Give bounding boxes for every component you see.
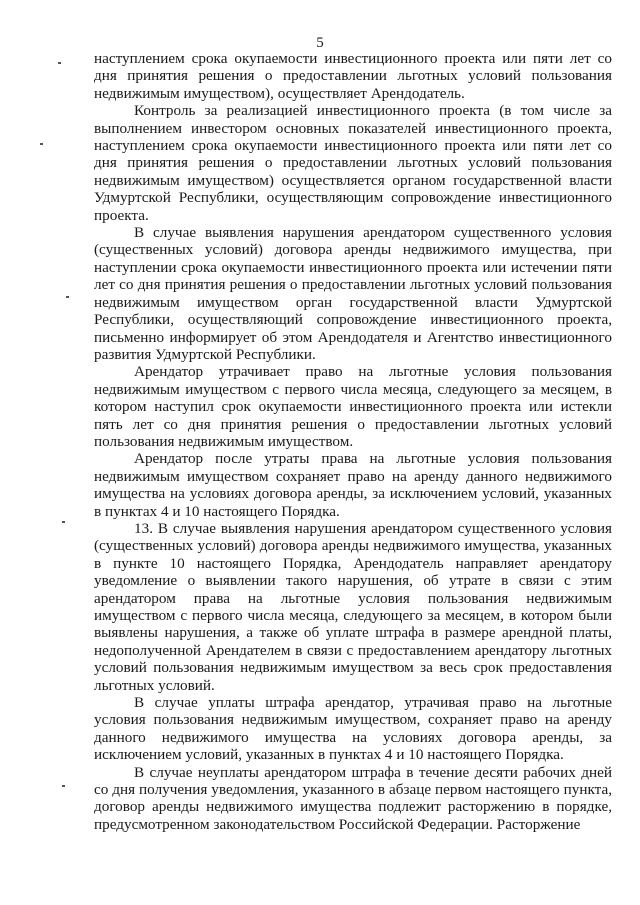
margin-mark (62, 785, 65, 787)
margin-mark (58, 62, 61, 64)
paragraph-4: Арендатор утрачивает право на льготные условия пользования недвижимым имуществом с первого числа месяца, следующего за месяцем, в котором наступил срок окупаемости инвестиционного проекта или истекли пять лет со дня принятия решения о предоставлении льготных условий пользования недвижимым имуществом. (94, 363, 612, 450)
paragraph-2: Контроль за реализацией инвестиционного проекта (в том числе за выполнением инвестором основных показателей инвестиционного проекта, наступлением срока окупаемости инвестиционного проекта или пяти лет со дня принятия решения о предоставлении льготных условий пользования недвижимым имуществом) осуществляется органом государственной власти Удмуртской Республики, осуществляющим сопровождение инвестиционного проекта. (94, 102, 612, 224)
paragraph-6: 13. В случае выявления нарушения арендатором существенного условия (существенных условий) договора аренды недвижимого имущества, указанных в пункте 10 настоящего Порядка, Арендодатель направляет арендатору уведомление о выявлении такого нарушения, об утрате в связи с этим арендатором права на льготные условия пользования недвижимым имуществом с первого числа месяца, следующего за месяцем, в котором были выявлены нарушения, а также об уплате штрафа в размере арендной платы, недополученной Арендателем в связи с предоставлением арендатору льготных условий пользования недвижимым имуществом за весь срок предоставления льготных условий. (94, 519, 612, 694)
margin-mark (40, 143, 43, 145)
page-number: 5 (316, 35, 324, 51)
paragraph-5: Арендатор после утраты права на льготные условия пользования недвижимым имуществом сохраняет право на аренду данного недвижимого имущества на условиях договора аренды, за исключением условий, указанных в пунктах 4 и 10 настоящего Порядка. (94, 450, 612, 520)
margin-mark (66, 296, 69, 298)
margin-mark (62, 521, 65, 523)
paragraph-7: В случае уплаты штрафа арендатор, утрачивая право на льготные условия пользования недвижимым имуществом, сохраняет право на аренду данного недвижимого имущества на условиях договора аренды, за исключением условий, указанных в пунктах 4 и 10 настоящего Порядка. (94, 694, 612, 764)
paragraph-1: наступлением срока окупаемости инвестиционного проекта или пяти лет со дня принятия решения о предоставлении льготных условий пользования недвижимым имуществом), осуществляет Арендодатель. (94, 50, 612, 102)
paragraph-3: В случае выявления нарушения арендатором существенного условия (существенных условий) договора аренды недвижимого имущества, при наступлении срока окупаемости инвестиционного проекта или истечении пяти лет со дня принятия решения о предоставлении льготных условий пользования недвижимым имуществом орган государственной власти Удмуртской Республики, осуществляющий сопровождение инвестиционного проекта, письменно информирует об этом Арендодателя и Агентство инвестиционного развития Удмуртской Республики. (94, 224, 612, 363)
document-body (94, 50, 612, 833)
paragraph-8: В случае неуплаты арендатором штрафа в течение десяти рабочих дней со дня получения уведомления, указанного в абзаце первом настоящего пункта, договор аренды недвижимого имущества подлежит расторжению в порядке, предусмотренном законодательством Российской Федерации. Расторжение (94, 763, 612, 833)
